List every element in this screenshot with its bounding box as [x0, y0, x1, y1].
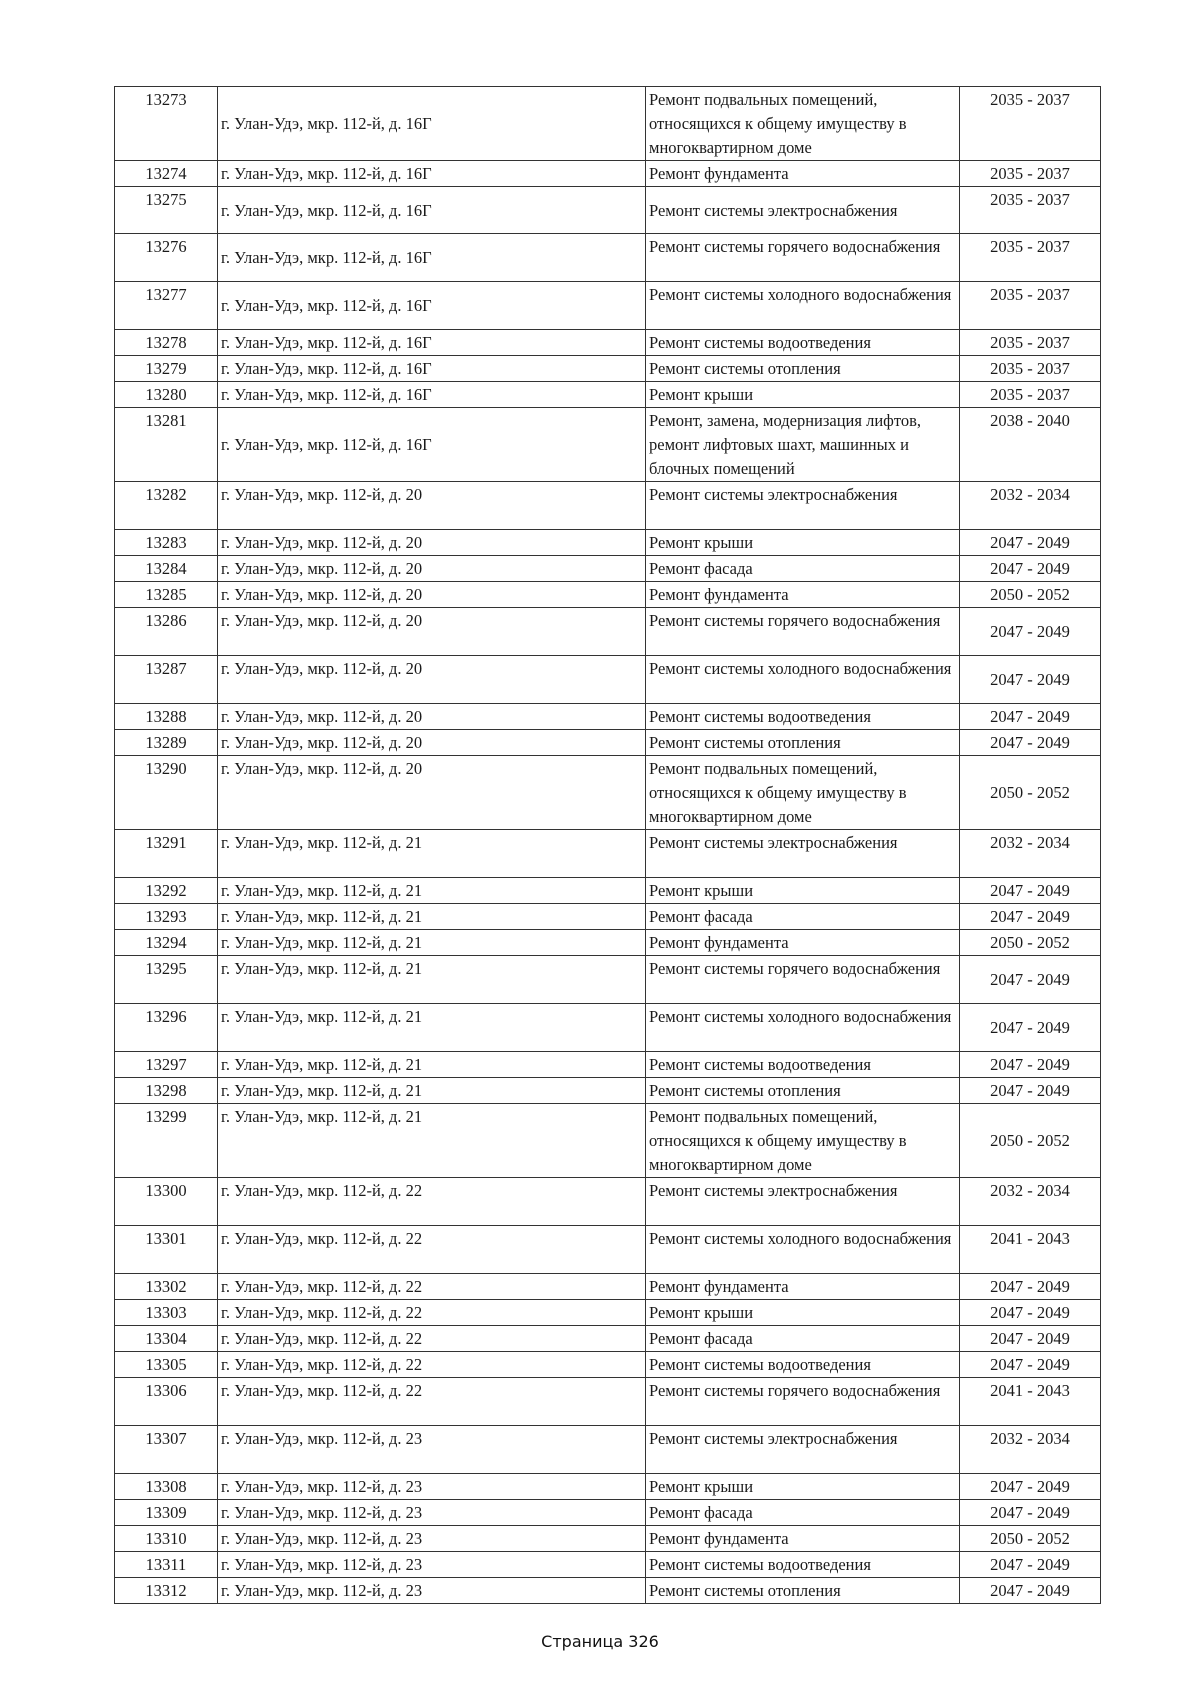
row-work-type: Ремонт системы водоотведения [646, 1352, 960, 1378]
row-address: г. Улан-Удэ, мкр. 112-й, д. 21 [218, 1052, 646, 1078]
table-row [115, 1426, 1101, 1474]
table-row [115, 1052, 1101, 1078]
row-number: 13278 [115, 330, 218, 356]
table-row [115, 87, 1101, 161]
row-number: 13298 [115, 1078, 218, 1104]
row-address: г. Улан-Удэ, мкр. 112-й, д. 16Г [218, 382, 646, 408]
table-row [115, 1526, 1101, 1552]
table-row [115, 582, 1101, 608]
row-period: 2035 - 2037 [960, 382, 1101, 408]
row-work-type: Ремонт системы горячего водоснабжения [646, 234, 960, 282]
table-row [115, 1104, 1101, 1178]
table-row [115, 330, 1101, 356]
table-row [115, 656, 1101, 704]
row-work-type: Ремонт фундамента [646, 1526, 960, 1552]
row-address: г. Улан-Удэ, мкр. 112-й, д. 16Г [218, 330, 646, 356]
row-period: 2038 - 2040 [960, 408, 1101, 482]
row-address: г. Улан-Удэ, мкр. 112-й, д. 21 [218, 1078, 646, 1104]
row-period: 2047 - 2049 [960, 556, 1101, 582]
table-row [115, 382, 1101, 408]
row-number: 13280 [115, 382, 218, 408]
row-period: 2035 - 2037 [960, 161, 1101, 187]
row-period: 2047 - 2049 [960, 878, 1101, 904]
row-period: 2035 - 2037 [960, 330, 1101, 356]
row-work-type: Ремонт подвальных помещений, относящихся к общему имуществу в многоквартирном доме [646, 756, 960, 830]
row-number: 13282 [115, 482, 218, 530]
row-period: 2050 - 2052 [960, 582, 1101, 608]
row-period: 2035 - 2037 [960, 282, 1101, 330]
row-period: 2047 - 2049 [960, 904, 1101, 930]
row-work-type: Ремонт системы горячего водоснабжения [646, 956, 960, 1004]
row-period: 2047 - 2049 [960, 1552, 1101, 1578]
row-number: 13309 [115, 1500, 218, 1526]
row-work-type: Ремонт фундамента [646, 161, 960, 187]
table-row [115, 1352, 1101, 1378]
row-number: 13288 [115, 704, 218, 730]
row-address: г. Улан-Удэ, мкр. 112-й, д. 20 [218, 756, 646, 830]
table-row [115, 704, 1101, 730]
row-period: 2047 - 2049 [960, 1300, 1101, 1326]
row-work-type: Ремонт системы отопления [646, 1078, 960, 1104]
table-row [115, 1226, 1101, 1274]
row-address: г. Улан-Удэ, мкр. 112-й, д. 23 [218, 1474, 646, 1500]
row-number: 13300 [115, 1178, 218, 1226]
table-row [115, 556, 1101, 582]
row-number: 13307 [115, 1426, 218, 1474]
row-period: 2050 - 2052 [960, 1104, 1101, 1178]
row-address: г. Улан-Удэ, мкр. 112-й, д. 16Г [218, 187, 646, 234]
row-number: 13286 [115, 608, 218, 656]
row-work-type: Ремонт системы горячего водоснабжения [646, 608, 960, 656]
table-row [115, 356, 1101, 382]
row-period: 2047 - 2049 [960, 530, 1101, 556]
row-work-type: Ремонт фасада [646, 556, 960, 582]
table-row [115, 187, 1101, 234]
row-period: 2047 - 2049 [960, 1578, 1101, 1604]
row-number: 13311 [115, 1552, 218, 1578]
row-number: 13312 [115, 1578, 218, 1604]
row-number: 13306 [115, 1378, 218, 1426]
row-work-type: Ремонт системы электроснабжения [646, 1426, 960, 1474]
row-address: г. Улан-Удэ, мкр. 112-й, д. 16Г [218, 234, 646, 282]
row-period: 2047 - 2049 [960, 1352, 1101, 1378]
row-address: г. Улан-Удэ, мкр. 112-й, д. 20 [218, 608, 646, 656]
row-work-type: Ремонт системы горячего водоснабжения [646, 1378, 960, 1426]
table-row [115, 608, 1101, 656]
row-work-type: Ремонт системы электроснабжения [646, 1178, 960, 1226]
table-row [115, 1552, 1101, 1578]
row-address: г. Улан-Удэ, мкр. 112-й, д. 21 [218, 930, 646, 956]
row-address: г. Улан-Удэ, мкр. 112-й, д. 16Г [218, 282, 646, 330]
row-number: 13276 [115, 234, 218, 282]
row-address: г. Улан-Удэ, мкр. 112-й, д. 21 [218, 904, 646, 930]
row-address: г. Улан-Удэ, мкр. 112-й, д. 21 [218, 1004, 646, 1052]
table-body [115, 87, 1101, 1604]
row-work-type: Ремонт фасада [646, 1326, 960, 1352]
row-period: 2047 - 2049 [960, 1474, 1101, 1500]
row-address: г. Улан-Удэ, мкр. 112-й, д. 21 [218, 1104, 646, 1178]
row-period: 2032 - 2034 [960, 1426, 1101, 1474]
row-period: 2047 - 2049 [960, 956, 1101, 1004]
row-work-type: Ремонт системы холодного водоснабжения [646, 282, 960, 330]
row-work-type: Ремонт системы отопления [646, 356, 960, 382]
row-address: г. Улан-Удэ, мкр. 112-й, д. 20 [218, 530, 646, 556]
row-number: 13296 [115, 1004, 218, 1052]
row-work-type: Ремонт системы холодного водоснабжения [646, 1004, 960, 1052]
row-work-type: Ремонт фундамента [646, 582, 960, 608]
table-row [115, 904, 1101, 930]
row-address: г. Улан-Удэ, мкр. 112-й, д. 22 [218, 1226, 646, 1274]
row-address: г. Улан-Удэ, мкр. 112-й, д. 20 [218, 482, 646, 530]
row-work-type: Ремонт фундамента [646, 1274, 960, 1300]
row-work-type: Ремонт системы электроснабжения [646, 187, 960, 234]
row-number: 13293 [115, 904, 218, 930]
row-period: 2035 - 2037 [960, 234, 1101, 282]
table-row [115, 408, 1101, 482]
row-number: 13287 [115, 656, 218, 704]
row-address: г. Улан-Удэ, мкр. 112-й, д. 16Г [218, 356, 646, 382]
table-row [115, 1178, 1101, 1226]
row-work-type: Ремонт системы электроснабжения [646, 482, 960, 530]
row-number: 13277 [115, 282, 218, 330]
row-work-type: Ремонт системы холодного водоснабжения [646, 1226, 960, 1274]
row-number: 13295 [115, 956, 218, 1004]
row-period: 2047 - 2049 [960, 1274, 1101, 1300]
row-number: 13303 [115, 1300, 218, 1326]
table-row [115, 234, 1101, 282]
table-row [115, 282, 1101, 330]
table-row [115, 1274, 1101, 1300]
row-period: 2047 - 2049 [960, 656, 1101, 704]
table-row [115, 878, 1101, 904]
row-work-type: Ремонт фасада [646, 1500, 960, 1526]
row-work-type: Ремонт системы электроснабжения [646, 830, 960, 878]
row-period: 2047 - 2049 [960, 608, 1101, 656]
row-address: г. Улан-Удэ, мкр. 112-й, д. 22 [218, 1378, 646, 1426]
row-address: г. Улан-Удэ, мкр. 112-й, д. 23 [218, 1426, 646, 1474]
row-number: 13284 [115, 556, 218, 582]
table-row [115, 1578, 1101, 1604]
row-work-type: Ремонт, замена, модернизация лифтов, ремонт лифтовых шахт, машинных и блочных помещений [646, 408, 960, 482]
table-row [115, 930, 1101, 956]
table-row [115, 482, 1101, 530]
row-period: 2032 - 2034 [960, 482, 1101, 530]
row-address: г. Улан-Удэ, мкр. 112-й, д. 22 [218, 1326, 646, 1352]
row-number: 13285 [115, 582, 218, 608]
table-row [115, 1078, 1101, 1104]
row-period: 2035 - 2037 [960, 87, 1101, 161]
row-period: 2047 - 2049 [960, 1500, 1101, 1526]
row-address: г. Улан-Удэ, мкр. 112-й, д. 20 [218, 656, 646, 704]
row-period: 2050 - 2052 [960, 756, 1101, 830]
row-address: г. Улан-Удэ, мкр. 112-й, д. 20 [218, 582, 646, 608]
row-address: г. Улан-Удэ, мкр. 112-й, д. 16Г [218, 161, 646, 187]
page-number: Страница 326 [541, 1632, 659, 1651]
row-period: 2047 - 2049 [960, 730, 1101, 756]
row-address: г. Улан-Удэ, мкр. 112-й, д. 20 [218, 704, 646, 730]
row-work-type: Ремонт системы водоотведения [646, 1052, 960, 1078]
row-period: 2041 - 2043 [960, 1378, 1101, 1426]
row-address: г. Улан-Удэ, мкр. 112-й, д. 22 [218, 1274, 646, 1300]
row-period: 2047 - 2049 [960, 1052, 1101, 1078]
row-address: г. Улан-Удэ, мкр. 112-й, д. 16Г [218, 87, 646, 161]
row-address: г. Улан-Удэ, мкр. 112-й, д. 21 [218, 878, 646, 904]
row-period: 2047 - 2049 [960, 1004, 1101, 1052]
row-work-type: Ремонт фасада [646, 904, 960, 930]
row-work-type: Ремонт крыши [646, 382, 960, 408]
row-number: 13275 [115, 187, 218, 234]
table-row [115, 730, 1101, 756]
table-row [115, 756, 1101, 830]
row-number: 13308 [115, 1474, 218, 1500]
row-work-type: Ремонт системы водоотведения [646, 330, 960, 356]
row-address: г. Улан-Удэ, мкр. 112-й, д. 22 [218, 1178, 646, 1226]
row-work-type: Ремонт крыши [646, 878, 960, 904]
table-row [115, 1004, 1101, 1052]
row-period: 2050 - 2052 [960, 1526, 1101, 1552]
row-number: 13305 [115, 1352, 218, 1378]
table-row [115, 1500, 1101, 1526]
row-work-type: Ремонт системы отопления [646, 1578, 960, 1604]
row-work-type: Ремонт системы холодного водоснабжения [646, 656, 960, 704]
row-number: 13294 [115, 930, 218, 956]
row-period: 2050 - 2052 [960, 930, 1101, 956]
row-address: г. Улан-Удэ, мкр. 112-й, д. 20 [218, 730, 646, 756]
row-number: 13302 [115, 1274, 218, 1300]
row-work-type: Ремонт системы водоотведения [646, 704, 960, 730]
row-period: 2035 - 2037 [960, 187, 1101, 234]
row-work-type: Ремонт подвальных помещений, относящихся к общему имуществу в многоквартирном доме [646, 1104, 960, 1178]
row-address: г. Улан-Удэ, мкр. 112-й, д. 21 [218, 956, 646, 1004]
row-period: 2035 - 2037 [960, 356, 1101, 382]
row-work-type: Ремонт системы отопления [646, 730, 960, 756]
row-number: 13290 [115, 756, 218, 830]
row-work-type: Ремонт подвальных помещений, относящихся к общему имуществу в многоквартирном доме [646, 87, 960, 161]
row-work-type: Ремонт крыши [646, 530, 960, 556]
row-period: 2047 - 2049 [960, 1326, 1101, 1352]
row-number: 13283 [115, 530, 218, 556]
row-address: г. Улан-Удэ, мкр. 112-й, д. 22 [218, 1352, 646, 1378]
row-period: 2032 - 2034 [960, 830, 1101, 878]
row-address: г. Улан-Удэ, мкр. 112-й, д. 23 [218, 1500, 646, 1526]
row-period: 2047 - 2049 [960, 1078, 1101, 1104]
row-work-type: Ремонт системы водоотведения [646, 1552, 960, 1578]
row-address: г. Улан-Удэ, мкр. 112-й, д. 23 [218, 1578, 646, 1604]
row-number: 13297 [115, 1052, 218, 1078]
row-address: г. Улан-Удэ, мкр. 112-й, д. 21 [218, 830, 646, 878]
table-row [115, 956, 1101, 1004]
row-number: 13292 [115, 878, 218, 904]
row-number: 13304 [115, 1326, 218, 1352]
row-period: 2047 - 2049 [960, 704, 1101, 730]
row-number: 13279 [115, 356, 218, 382]
row-number: 13301 [115, 1226, 218, 1274]
repair-schedule-table [114, 86, 1101, 1604]
table-row [115, 830, 1101, 878]
row-number: 13281 [115, 408, 218, 482]
table-row [115, 1326, 1101, 1352]
table-row [115, 161, 1101, 187]
row-number: 13273 [115, 87, 218, 161]
row-address: г. Улан-Удэ, мкр. 112-й, д. 23 [218, 1526, 646, 1552]
table-row [115, 1300, 1101, 1326]
row-number: 13291 [115, 830, 218, 878]
row-period: 2032 - 2034 [960, 1178, 1101, 1226]
row-address: г. Улан-Удэ, мкр. 112-й, д. 23 [218, 1552, 646, 1578]
row-address: г. Улан-Удэ, мкр. 112-й, д. 16Г [218, 408, 646, 482]
table-row [115, 530, 1101, 556]
row-address: г. Улан-Удэ, мкр. 112-й, д. 22 [218, 1300, 646, 1326]
row-period: 2041 - 2043 [960, 1226, 1101, 1274]
row-number: 13289 [115, 730, 218, 756]
row-number: 13310 [115, 1526, 218, 1552]
row-address: г. Улан-Удэ, мкр. 112-й, д. 20 [218, 556, 646, 582]
row-work-type: Ремонт фундамента [646, 930, 960, 956]
row-number: 13274 [115, 161, 218, 187]
row-work-type: Ремонт крыши [646, 1474, 960, 1500]
table-row [115, 1378, 1101, 1426]
row-work-type: Ремонт крыши [646, 1300, 960, 1326]
table-row [115, 1474, 1101, 1500]
row-number: 13299 [115, 1104, 218, 1178]
